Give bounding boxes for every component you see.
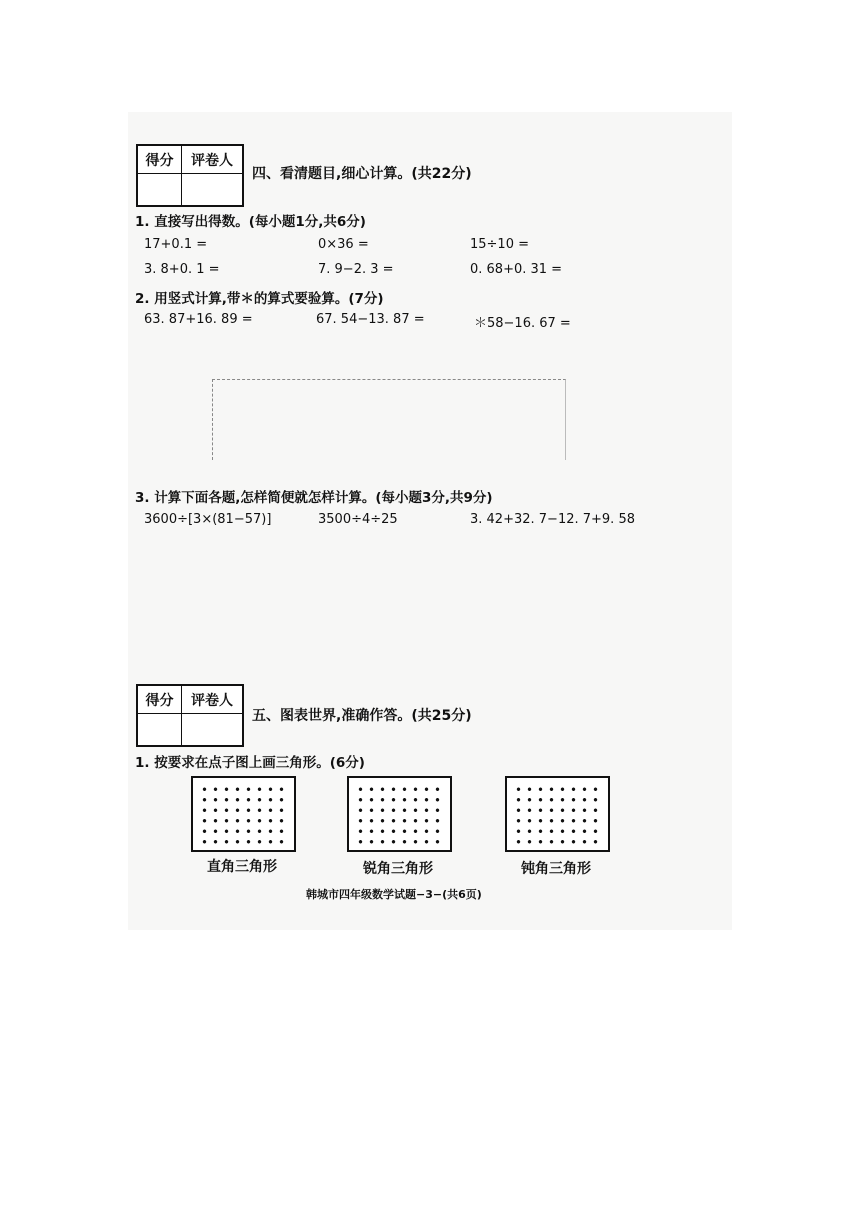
score-cell[interactable] [138,174,182,205]
grid-label-acute: 锐角三角形 [363,861,433,877]
answer-area[interactable] [212,379,566,460]
q1-item: 7. 9−2. 3 = [318,262,394,277]
q2-item: 63. 87+16. 89 = [144,312,253,327]
q2-title: 2. 用竖式计算,带＊的算式要验算。(7分) [135,291,384,307]
q3-item: 3. 42+32. 7−12. 7+9. 58 [470,512,635,527]
q1-item: 15÷10 = [470,237,530,252]
grader-label: 评卷人 [182,146,242,174]
score-label: 得分 [138,146,182,174]
q2-item: ＊58−16. 67 = [474,316,571,331]
score-box-section5 [136,684,244,747]
q3-title: 3. 计算下面各题,怎样简便就怎样计算。(每小题3分,共9分) [135,490,493,506]
grader-cell[interactable] [182,714,242,745]
q3-item: 3500÷4÷25 [318,512,398,527]
q3-item: 3600÷[3×(81−57)] [144,512,272,527]
grid-label-obtuse: 钝角三角形 [521,861,591,877]
s5-q1-title: 1. 按要求在点子图上画三角形。(6分) [135,755,365,771]
dot-grid-acute-triangle[interactable] [347,776,452,852]
grader-label: 评卷人 [182,686,242,714]
q1-item: 3. 8+0. 1 = [144,262,220,277]
q1-item: 17+0.1 = [144,237,208,252]
q1-item: 0. 68+0. 31 = [470,262,563,277]
page-footer: 韩城市四年级数学试题−3−(共6页) [306,888,482,901]
q1-title: 1. 直接写出得数。(每小题1分,共6分) [135,214,366,230]
score-cell[interactable] [138,714,182,745]
score-label: 得分 [138,686,182,714]
section4-title: 四、看清题目,细心计算。(共22分) [252,166,472,182]
q1-item: 0×36 = [318,237,369,252]
q2-item: 67. 54−13. 87 = [316,312,425,327]
grader-cell[interactable] [182,174,242,205]
score-box-section4 [136,144,244,207]
dot-grid-obtuse-triangle[interactable] [505,776,610,852]
section5-title: 五、图表世界,准确作答。(共25分) [252,708,472,724]
dot-grid-right-triangle[interactable] [191,776,296,852]
grid-label-right: 直角三角形 [207,859,277,875]
